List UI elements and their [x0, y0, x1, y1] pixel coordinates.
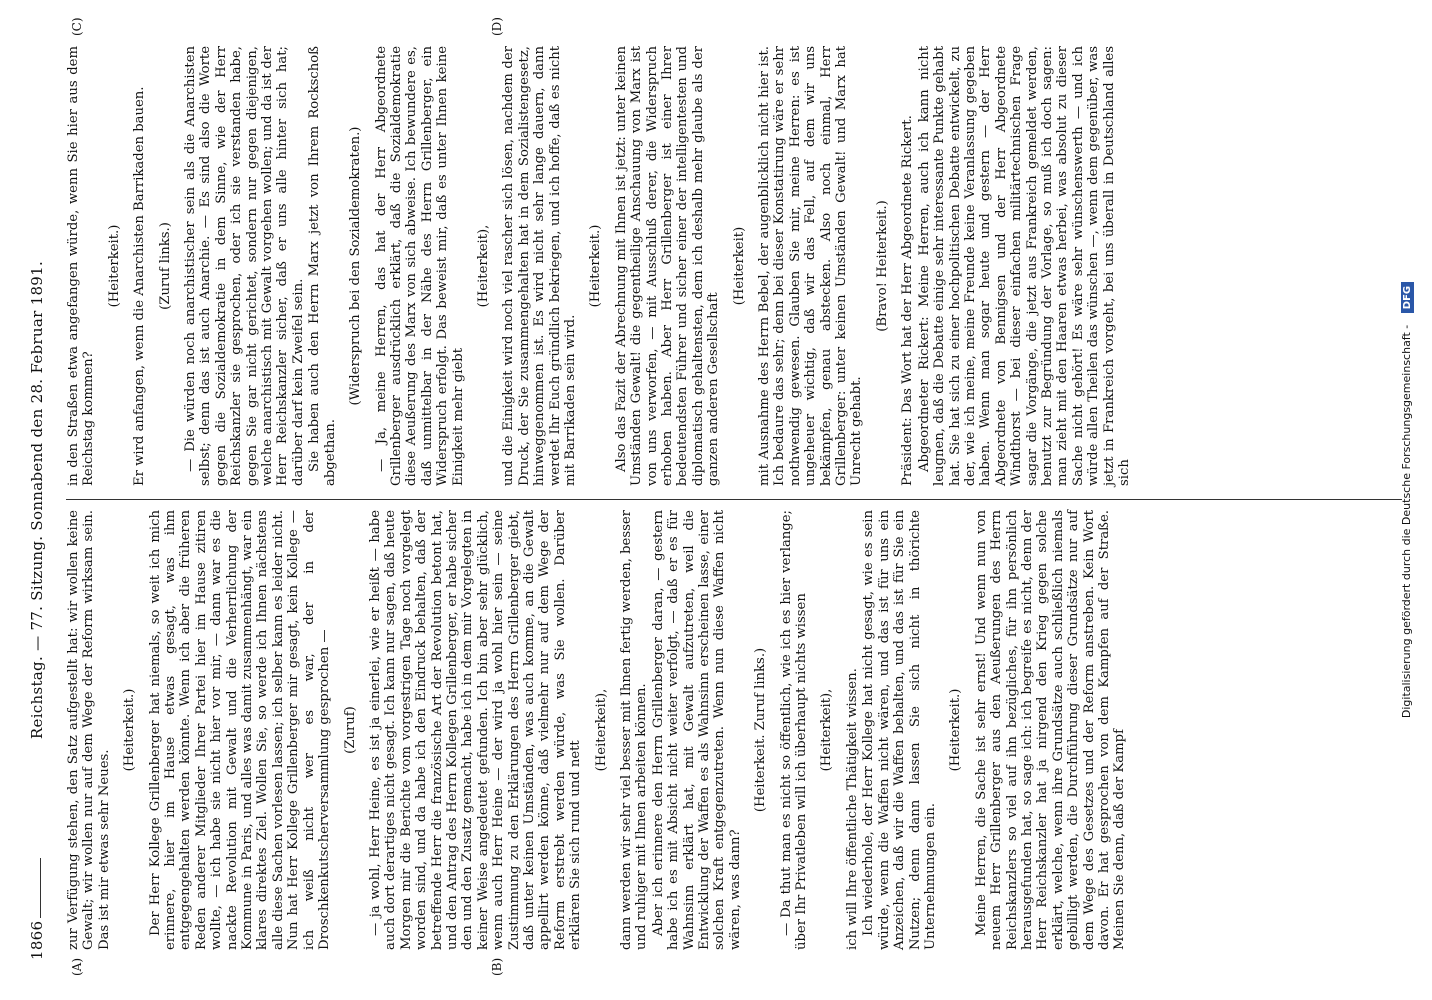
right-column	[66, 46, 1402, 486]
stage-direction: (Widerspruch bei den Sozialdemokraten.)	[348, 126, 364, 406]
margin-marker-a: (A)	[70, 957, 84, 976]
stage-direction: (Heiterkeit)	[731, 226, 747, 306]
paragraph: mit Ausnahme des Herrn Bebel, der augenblicklich nicht hier ist. Ich bedaure das sehr; denn bei dieser Konstatirung wäre er sehr nothwendig gewesen. Glauben Sie mir, meine Herren: es ist ungeheuer wichtig, daß wir das Fell, auf dem wir uns bekämpfen, genau abstecken. Also noch einmal, Herr Grillenberger: unter keinen Umständen Gewalt! und Marx hat Unrecht gehabt.	[757, 46, 865, 486]
paragraph: in den Straßen etwa angefangen würde, wenn Sie hier aus dem Reichstag kommen?	[66, 46, 97, 486]
paragraph: Also das Fazit der Abrechnung mit Ihnen ist jetzt: unter keinen Umständen Gewalt! die gegentheilige Anschauung von Marx ist von uns verworfen, — mit Ausschluß derer, die Widerspruch erhoben haben. Aber Herr Grillenberger ist einer Ihrer bedeutendsten Führer und sicher einer der intelligentesten und diplomatisch gehaltensten, dem ich deshalb mehr glaube als der ganzen anderen Gesellschaft	[613, 46, 722, 486]
margin-marker-c: (C)	[70, 17, 84, 36]
stage-direction: (Heiterkeit),	[475, 224, 491, 308]
margin-marker-d: (D)	[490, 17, 504, 36]
paragraph: — Ja, meine Herren, das hat der Herr Abgeordnete Grillenberger ausdrücklich erklärt, daß die Sozialdemokratie diese Aeußerung des Marx von sich abweise. Ich bewundere es, daß unmittelbar in der Nähe des Herrn Grillenberger, ein Widerspruch erfolgt. Das beweist mir, daß es unter Ihnen keine Einigkeit mehr giebt	[373, 46, 466, 486]
paragraph: Er wird anfangen, wenn die Anarchisten Barrikaden bauen.	[132, 86, 148, 486]
stage-direction: (Zuruf)	[342, 706, 358, 754]
paragraph: Der Herr Kollege Grillenberger hat niemals, so weit ich mich erinnere, hier im Hause etwas gesagt, was ihm entgegengehalten werden könnte. Wenn ich aber die früheren Reden anderer Mitglieder Ihrer Partei hier im Hause zitiren wollte, — ich habe sie nicht hier vor mir, — dann war es die nackte Revolution mit Gewalt und die Verherrlichung der Kommune in Paris, und alles was damit zusammenhängt, war ein klares direktes Ziel. Wollen Sie, so werde ich Ihnen nächstens alle diese Sachen vorlesen lassen; ich selber kann es leider nicht. Nun hat Herr Kollege Grillenberger mir gesagt, kein Kollege — ich weiß nicht wer es war, der in der Droschkenkutscherversammlung gesprochen —	[147, 510, 333, 950]
margin-marker-b: (B)	[490, 957, 504, 976]
stage-direction: (Heiterkeit. Zuruf links.)	[753, 647, 769, 813]
stage-direction: (Heiterkeit),	[593, 688, 609, 772]
dfg-logo-badge: DFG	[1401, 282, 1414, 313]
paragraph: dann werden wir sehr viel besser mit Ihnen fertig werden, besser und ruhiger mit Ihnen arbeiten können.	[619, 510, 650, 950]
paragraph: Präsident: Das Wort hat der Herr Abgeordnete Rickert.	[900, 115, 916, 486]
paragraph: ich will Ihre öffentliche Thätigkeit wissen.	[844, 668, 860, 950]
paragraph: Meine Herren, die Sache ist sehr ernst! Und wenn nun von neuem Herr Grillenberger aus den Aeußerungen des Herrn Reichskanzlers so viel auf ihn bezügliches, für ihn persönlich herausgefunden hat, so sage ich: ich begreife es nicht, denn der Herr Reichskanzler hat ja nirgend den Krieg gegen solche erklärt, welche, wenn ihre Grundsätze auch schließlich niemals gebilligt werden, die Durchführung dieser Grundsätze nur auf dem Wege des Gesetzes und der Reform anstreben. Kein Wort davon. Er hat gesprochen von dem Kampfen auf der Straße. Meinen Sie denn, daß der Kampf	[973, 510, 1128, 950]
paragraph: Sie haben auch den Herrn Marx jetzt von Ihrem Rockschoß abgethan.	[307, 46, 338, 486]
paragraph: Aber ich erinnere den Herrn Grillenberger daran, — gestern habe ich es mit Absicht nicht weiter verfolgt, — daß er es für Wahnsinn erklärt hat, mit Gewalt aufzutreten, weil die Entwicklung der Waffen es als Wahnsinn erscheinen lasse, einer solchen Kraft entgegenzutreten. Wenn nun diese Waffen nicht wären, was dann?	[650, 510, 743, 950]
stage-direction: (Bravo! Heiterkeit.)	[874, 200, 890, 332]
paragraph: — ja wohl, Herr Heine, es ist ja einerlei, wie er heißt — habe auch dort derartiges nicht gesagt. Ich kann nur sagen, daß heute Morgen mir die Berichte vom vorgestrigen Tage noch vorgelegt worden sind, und da habe ich den Eindruck behalten, daß der betreffende Herr die französische Art der Revolution betont hat, und den Antrag des Herrn Kollegen Grillenberger, er habe sicher den und den Zusatz gemacht, habe ich in dem mir Vorgelegten in keiner Weise angedeutet gefunden. Ich bin aber sehr glücklich, wenn auch Herr Heine — der wird ja wohl hier sein — seine Zustimmung zu den Erklärungen des Herrn Grillenberger giebt, daß unter keinen Umständen, was auch komme, an die Gewalt appellirt werden könne, daß vielmehr nur auf dem Wege der Reform erstrebt werden würde, was Sie wollen. Darüber erklären Sie sich rund und nett	[367, 510, 584, 950]
running-head: Reichstag. — 77. Sitzung. Sonnabend den 28. Februar 1891.	[28, 260, 46, 740]
stage-direction: (Heiterkeit.)	[122, 688, 138, 772]
page-header	[28, 40, 54, 960]
paragraph: Abgeordneter Rickert: Meine Herren, auch ich kann nicht leugnen, daß die Debatte einige sehr interessante Punkte gehabt hat. Sie hat sich zu einer hochpolitischen Debatte entwickelt, zu der, wie ich meine, meine Freunde keine Veranlassung gegeben haben. Wenn man sogar heute und gestern — der Herr Abgeordnete von Bennigsen und der Herr Abgeordnete Windthorst — bei dieser einfachen militärtechnischen Frage sagar die Vorgänge, die jetzt aus Frankreich gemeldet werden, benutzt zur Begründung der Vorlage, so muß ich doch sagen: man zieht mit den Haaren etwas herbei, was absolut zu dieser Sache nicht gehört! Es wäre sehr wünschenswerth — und ich würde allen Theilen das wünschen —, wenn dem gegenüber, was jetzt in Frankreich vorgeht, bei uns überall in Deutschland alles sich	[916, 46, 1132, 486]
column-divider	[66, 499, 1402, 500]
dfg-credit	[1400, 0, 1414, 1000]
paragraph: und die Einigkeit wird noch viel rascher sich lösen, nachdem der Druck, der Sie zusammengehalten hat in dem Sozialistengesetz, hinweggenommen ist. Es wird nicht sehr lange dauern, dann werdet Ihr Euch gründlich bekriegen, und ich hoffe, daß es nicht mit Barrikaden sein wird.	[501, 46, 578, 486]
stage-direction: (Heiterkeit.)	[588, 224, 604, 308]
page-number: 1866	[28, 920, 46, 960]
stage-direction: (Heiterkeit.)	[106, 224, 122, 308]
paragraph: — Da thut man es nicht so öffentlich, wie ich es hier verlange; über Ihr Privatleben will ich überhaupt nichts wissen	[778, 510, 810, 950]
stage-direction: (Heiterkeit),	[819, 688, 835, 772]
dfg-credit-text: Digitalisierung gefördert durch die Deutsche Forschungsgemeinschaft -	[1400, 324, 1413, 719]
paragraph: — Die würden noch anarchistischer sein als die Anarchisten selbst; denn das ist auch Anarchie. — Es sind also die Worte gegen die Sozialdemokratie in dem Sinne, wie der Herr Reichskanzler sie gesprochen, oder ich sie verstanden habe, gegen Sie gar nicht gerichtet, sondern nur gegen diejenigen, welche anarchistisch mit Gewalt vorgehen wollen; und da ist der Herr Reichskanzler sicher, daß er uns alle hinter sich hat; darüber darf kein Zweifel sein.	[183, 46, 306, 486]
stage-direction: (Heiterkeit.)	[948, 688, 964, 772]
paragraph: Ich wiederhole, der Herr Kollege hat nicht gesagt, wie es sein würde, wenn die Waffen nicht wären, und das ist für uns ein Anzeichen, daß wir die Waffen behalten, und das ist für Sie ein Nutzen; denn dann lassen Sie sich nicht in thörichte Unternehmungen ein.	[861, 510, 938, 950]
stage-direction: (Zuruf links.)	[157, 222, 173, 310]
left-column	[66, 510, 1402, 950]
paragraph: zur Verfügung stehen, den Satz aufgestellt hat: wir wollen keine Gewalt; wir wollen nur auf dem Wege der Reform wirksam sein. Das ist mir etwas sehr Neues.	[66, 510, 112, 950]
